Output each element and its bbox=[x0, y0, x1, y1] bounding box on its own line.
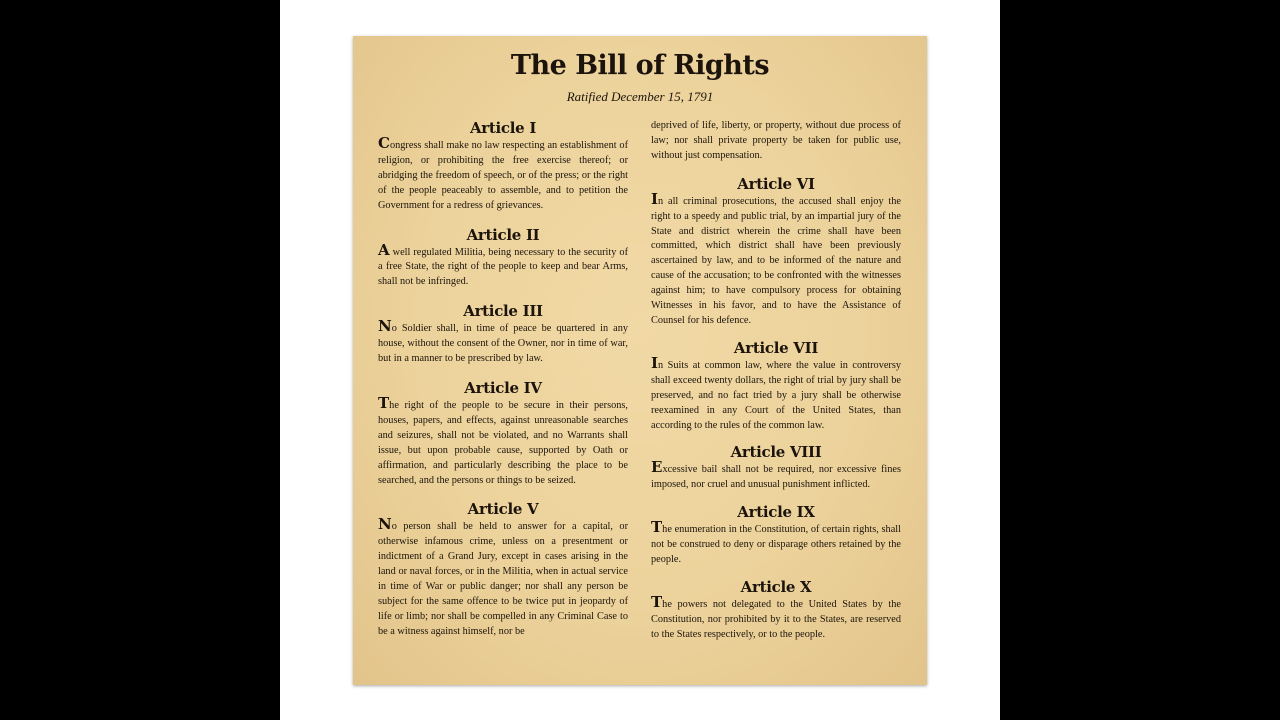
article-heading: Article IX bbox=[737, 503, 815, 522]
right-column bbox=[651, 119, 901, 643]
article-1 bbox=[378, 118, 628, 214]
drop-cap: I bbox=[651, 353, 659, 372]
article-heading: Article VII bbox=[733, 338, 819, 357]
article-body: well regulated Militia, being necessary to the security of a free State, the right of the people to keep and bear Arms, shall not be infringed. bbox=[378, 246, 628, 288]
article-3 bbox=[378, 301, 628, 367]
article-2 bbox=[378, 225, 628, 291]
article-heading: Article VI bbox=[737, 174, 815, 193]
article-text bbox=[378, 240, 628, 291]
article-text bbox=[378, 317, 628, 367]
article-5-continuation bbox=[651, 119, 901, 164]
article-text bbox=[378, 393, 628, 488]
drop-cap: A bbox=[378, 240, 390, 259]
article-text bbox=[651, 458, 901, 493]
drop-cap: E bbox=[651, 458, 663, 477]
article-body: o person shall be held to answer for a capital, or otherwise infamous crime, unless on a presentment or indictment of a Grand Jury, except in cases arising in the land or naval forces, or in the Militia, when in actual service in time of War or public danger; nor shall any person be subject for the same offence to be twice put in jeopardy of life or limb; nor shall be compelled in any Criminal Case to be a witness against himself, nor be bbox=[378, 521, 628, 637]
article-body: xcessive bail shall not be required, nor excessive fines imposed, nor cruel and unusual punishment inflicted. bbox=[651, 464, 901, 491]
article-body: he powers not delegated to the United States by the Constitution, nor prohibited by it to the States, are reserved to the States respectively, or to the people. bbox=[651, 598, 901, 640]
article-7 bbox=[651, 338, 901, 434]
article-body: o Soldier shall, in time of peace be quartered in any house, without the consent of the Owner, nor in time of war, but in a manner to be prescribed by law. bbox=[378, 323, 628, 365]
ratification-date: Ratified December 15, 1791 bbox=[566, 89, 714, 104]
article-9 bbox=[651, 502, 901, 568]
drop-cap: T bbox=[378, 393, 390, 412]
article-text bbox=[651, 518, 901, 568]
article-8 bbox=[651, 442, 901, 493]
article-heading: Article III bbox=[463, 302, 543, 321]
article-10 bbox=[651, 577, 901, 643]
article-text bbox=[651, 189, 901, 329]
bill-of-rights-document bbox=[353, 36, 927, 685]
article-body: he right of the people to be secure in their persons, houses, papers, and effects, against unreasonable searches and seizures, shall not be violated, and no Warrants shall issue, but upon probable cause, supported by Oath or affirmation, and particularly describing the place to be searched, and the persons or things to be seized. bbox=[378, 399, 628, 486]
drop-cap: N bbox=[378, 317, 392, 336]
article-body: n all criminal prosecutions, the accused shall enjoy the right to a speedy and public trial, by an impartial jury of the State and district wherein the crime shall have been committed, which district shall have been previously ascertained by law, and to be informed of the nature and cause of the accusation; to be confronted with the witnesses against him; to have compulsory process for obtaining Witnesses in his favor, and to have the Assistance of Counsel for his defence. bbox=[651, 195, 901, 326]
article-4 bbox=[378, 378, 628, 488]
document-title: The Bill of Rights bbox=[510, 50, 770, 81]
article-6 bbox=[651, 174, 901, 329]
article-heading: Article X bbox=[740, 577, 812, 596]
article-body: he enumeration in the Constitution, of certain rights, shall not be construed to deny or disparage others retained by the people. bbox=[651, 524, 901, 566]
continued-text: deprived of life, liberty, or property, without due process of law; nor shall private property be taken for public use, without just compensation. bbox=[651, 120, 901, 161]
drop-cap: N bbox=[378, 515, 392, 534]
article-text bbox=[378, 515, 628, 639]
article-text bbox=[651, 353, 901, 434]
article-text bbox=[651, 592, 901, 643]
article-body: ongress shall make no law respecting an establishment of religion, or prohibiting the free exercise thereof; or abridging the freedom of speech, or of the press; or the right of the people peaceably to assemble, and to petition the Government for a redress of grievances. bbox=[378, 140, 628, 211]
article-heading: Article V bbox=[467, 500, 539, 519]
drop-cap: I bbox=[651, 189, 659, 208]
article-body: n Suits at common law, where the value in controversy shall exceed twenty dollars, the right of trial by jury shall be preserved, and no fact tried by a jury shall be otherwise reexamined in any Court of the United States, than according to the rules of the common law. bbox=[651, 359, 901, 431]
article-text bbox=[378, 134, 628, 214]
article-heading: Article I bbox=[469, 119, 537, 137]
article-heading: Article II bbox=[466, 225, 540, 244]
drop-cap: T bbox=[651, 592, 663, 611]
left-column bbox=[378, 118, 628, 640]
article-heading: Article IV bbox=[464, 378, 542, 397]
article-5 bbox=[378, 499, 628, 639]
drop-cap: C bbox=[378, 134, 390, 152]
drop-cap: T bbox=[651, 518, 663, 537]
article-heading: Article VIII bbox=[730, 443, 822, 462]
